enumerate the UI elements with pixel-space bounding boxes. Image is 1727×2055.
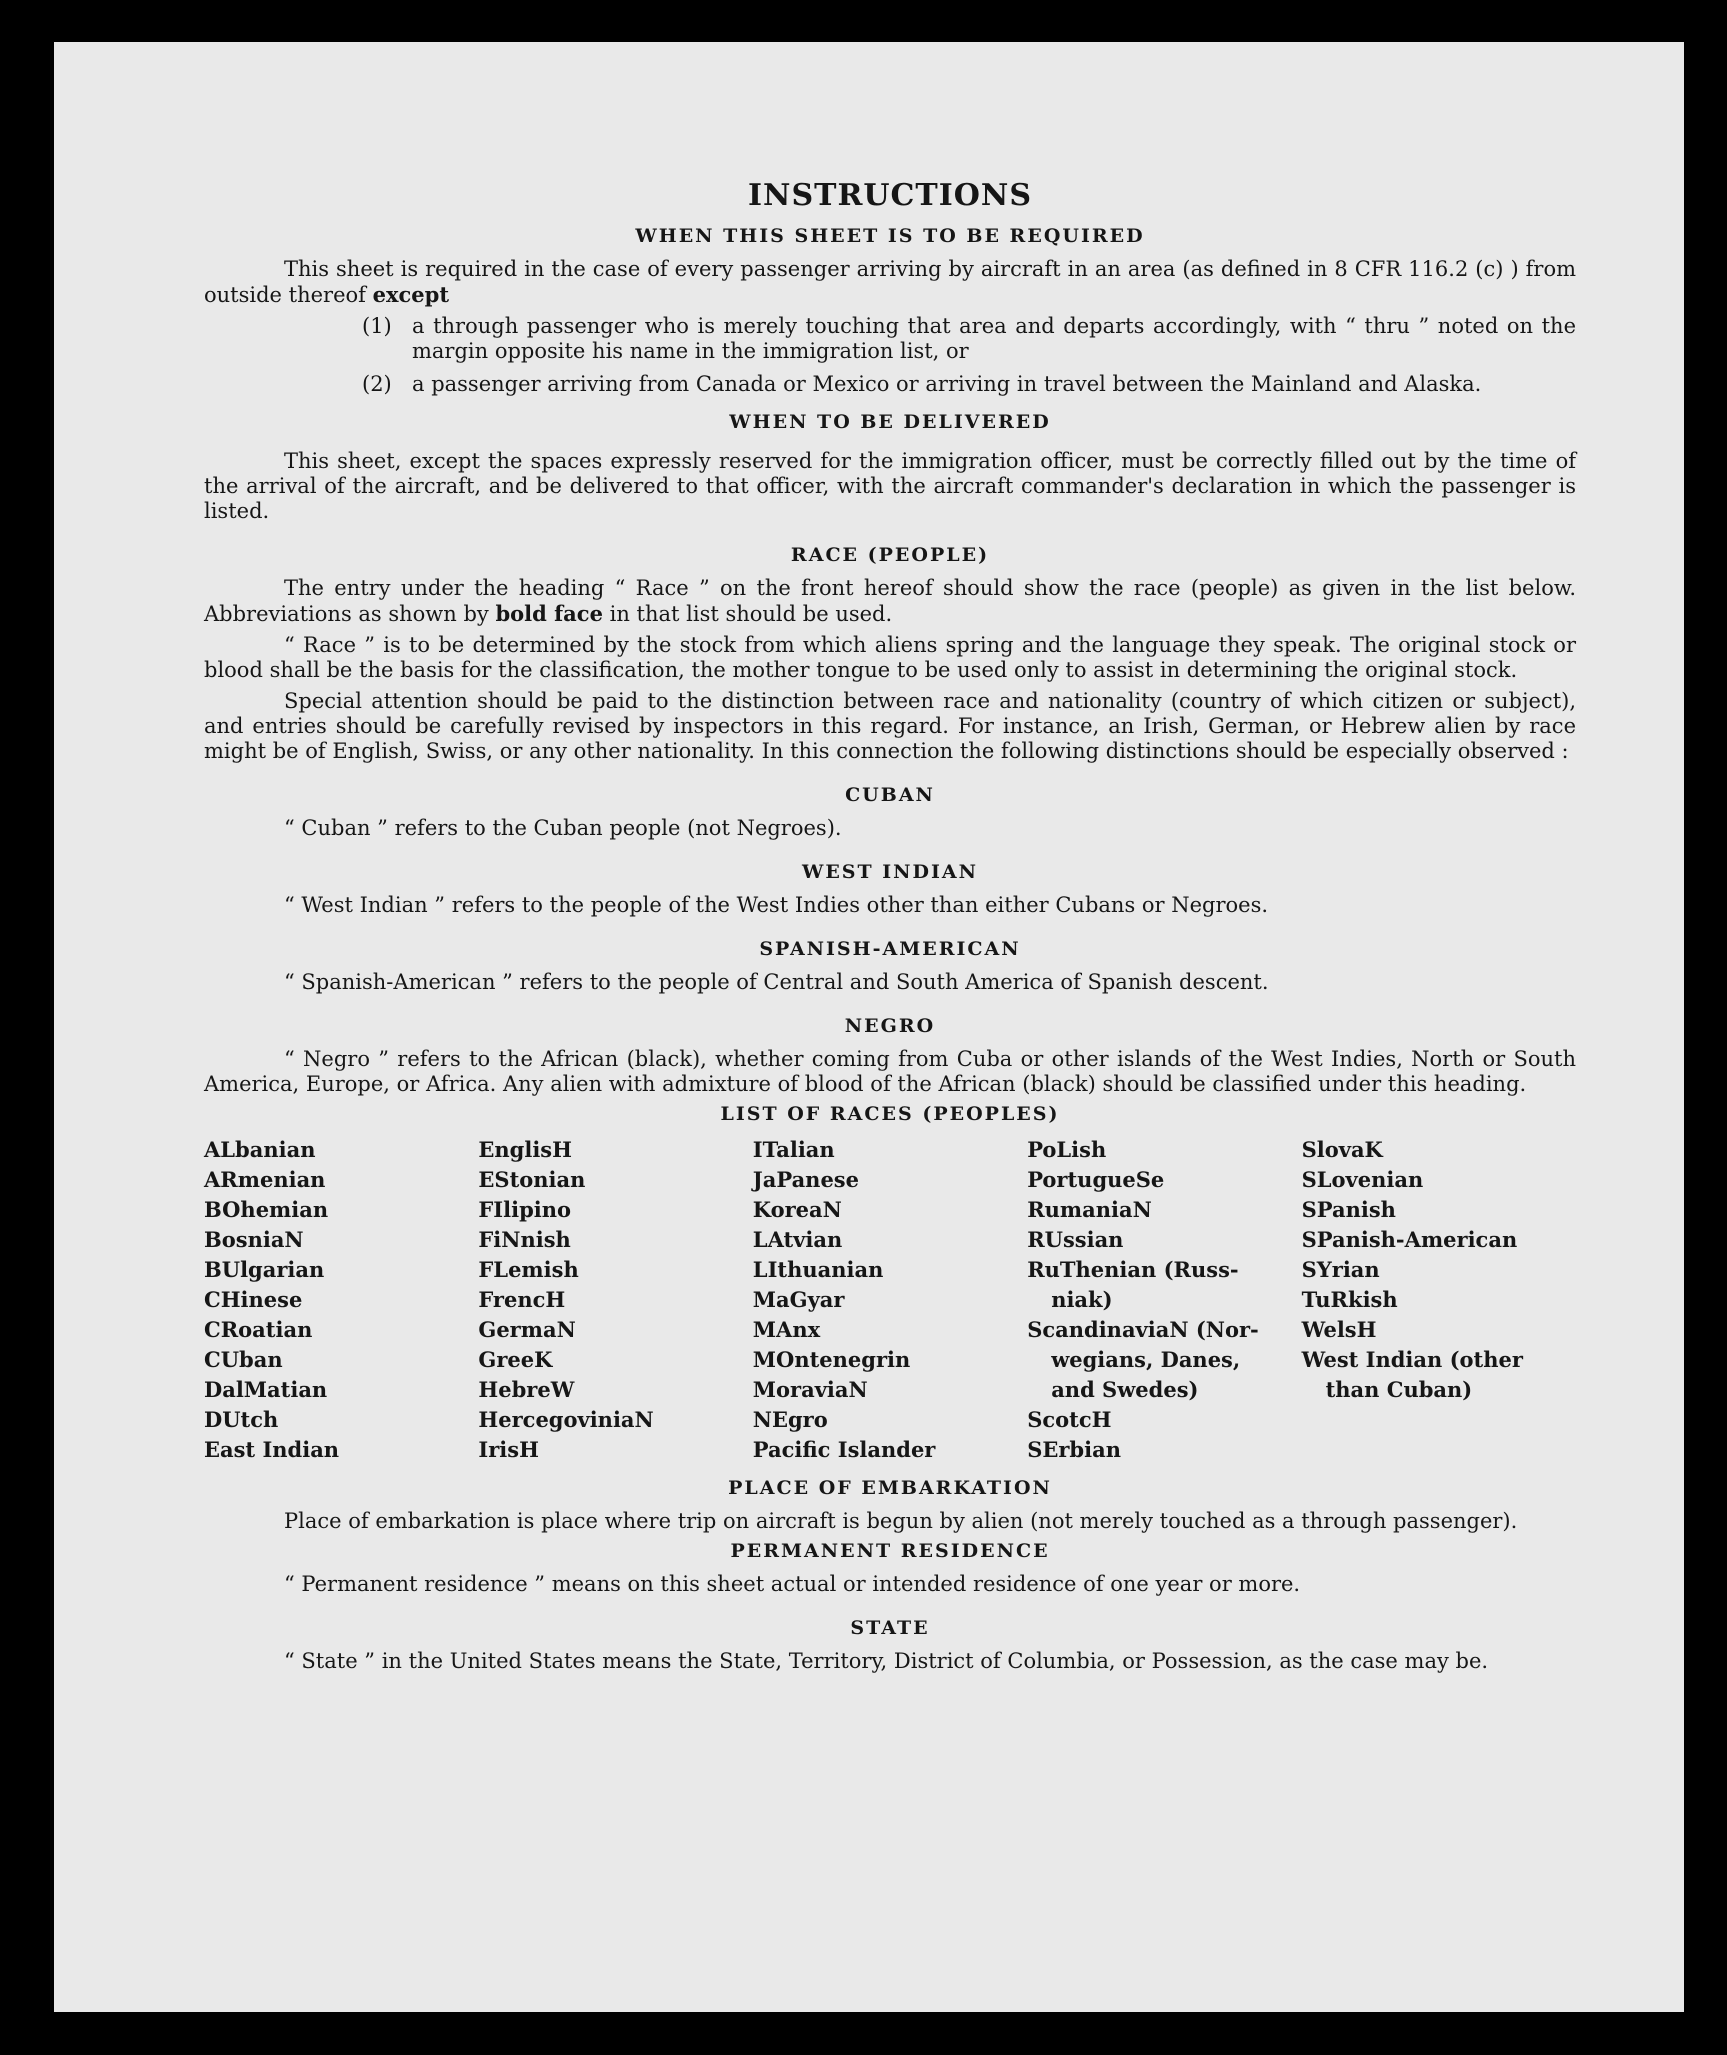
heading-negro: NEGRO [844, 1015, 936, 1037]
race-entry: JaPanese [752, 1167, 859, 1192]
race-entry: HebreW [478, 1377, 575, 1402]
document-content [204, 178, 1576, 1680]
required-intro-bold: except [372, 282, 450, 307]
races-column-5 [1302, 1135, 1576, 1465]
race-entry: ITalian [752, 1137, 835, 1162]
state-text: “ State ” in the United States means the State, Territory, District of Columbia, or Possession, as the case may be. [284, 1649, 1489, 1673]
item-number: (1) [362, 314, 392, 338]
races-column-4 [1027, 1135, 1301, 1465]
race-entry: EStonian [478, 1167, 586, 1192]
race-entry: MoraviaN [752, 1377, 868, 1402]
race-entry: SlovaK [1301, 1137, 1383, 1162]
race-entry: MaGyar [752, 1287, 845, 1312]
heading-embarkation: PLACE OF EMBARKATION [728, 1477, 1052, 1499]
item-text: a passenger arriving from Canada or Mexico or arriving in travel between the Mainland and Alaska. [412, 372, 1482, 396]
required-item-2 [362, 372, 1576, 397]
races-column-3 [753, 1135, 1027, 1465]
heading-spanish-american: SPANISH-AMERICAN [759, 938, 1021, 960]
race-entry: CUban [204, 1347, 283, 1372]
race-p1-text-b: in that list should be used. [609, 602, 893, 626]
race-entry: ScandinaviaN (Nor- [1027, 1317, 1259, 1342]
heading-permanent-residence: PERMANENT RESIDENCE [730, 1540, 1050, 1562]
race-paragraph-2: “ Race ” is to be determined by the stock from which aliens spring and the language they speak. The original stock or blood shall be the basis for the classification, the mother tongue to be used only to assist in determining the original stock. [204, 633, 1576, 682]
document-page [54, 42, 1684, 2012]
negro-text: “ Negro ” refers to the African (black), whether coming from Cuba or other islands of the West Indies, North or South America, Europe, or Africa. Any alien with admixture of blood of the African (black) should be classified under this heading. [204, 1047, 1576, 1096]
race-entry: LIthuanian [752, 1257, 884, 1282]
heading-state: STATE [850, 1617, 930, 1639]
heading-required: WHEN THIS SHEET IS TO BE REQUIRED [635, 225, 1145, 247]
race-entry: IrisH [478, 1437, 539, 1462]
race-entry: Pacific Islander [752, 1437, 936, 1462]
races-column-2 [478, 1135, 752, 1465]
race-entry: SLovenian [1301, 1167, 1424, 1192]
embarkation-text: Place of embarkation is place where trip on aircraft is begun by alien (not merely touched as a through passenger). [284, 1509, 1518, 1533]
race-entry: DalMatian [204, 1377, 328, 1402]
race-entry: CRoatian [204, 1317, 313, 1342]
race-entry: East Indian [204, 1437, 340, 1462]
cuban-text: “ Cuban ” refers to the Cuban people (not Negroes). [284, 816, 842, 840]
heading-delivered: WHEN TO BE DELIVERED [729, 411, 1051, 433]
required-intro-text: This sheet is required in the case of every passenger arriving by aircraft in an area (as defined in 8 CFR 116.2 (c) ) from outside thereof [204, 257, 1576, 307]
race-entry: RuThenian (Russ- [1027, 1257, 1239, 1282]
race-entry: SYrian [1301, 1257, 1380, 1282]
race-entry: ScotcH [1027, 1407, 1112, 1432]
race-entry: BosniaN [204, 1227, 304, 1252]
race-p1-text-a: The entry under the heading “ Race ” on the front hereof should show the race (people) as given in the list below. Abbreviations as shown by [204, 576, 1576, 626]
heading-cuban: CUBAN [845, 784, 935, 806]
race-entry: ARmenian [204, 1167, 326, 1192]
race-entry: RumaniaN [1027, 1197, 1152, 1222]
race-entry: LAtvian [752, 1227, 843, 1252]
race-entry: RUssian [1027, 1227, 1124, 1252]
race-entry: GreeK [478, 1347, 553, 1372]
race-entry: SPanish-American [1301, 1227, 1518, 1252]
race-p1-bold: bold face [495, 601, 603, 626]
race-entry: MAnx [752, 1317, 821, 1342]
spanish-american-text: “ Spanish-American ” refers to the people of Central and South America of Spanish descent. [284, 970, 1269, 994]
race-entry: PortugueSe [1027, 1167, 1165, 1192]
race-entry: MOntenegrin [752, 1347, 911, 1372]
race-entry: DUtch [204, 1407, 279, 1432]
races-list [204, 1135, 1576, 1465]
race-entry: WelsH [1301, 1317, 1377, 1342]
west-indian-text: “ West Indian ” refers to the people of the West Indies other than either Cubans or Negroes. [284, 893, 1269, 917]
race-paragraph-1 [204, 576, 1576, 627]
item-text: a through passenger who is merely touching that area and departs accordingly, with “ thru ” noted on the margin opposite his name in the immigration list, or [412, 314, 1576, 363]
race-entry: SErbian [1027, 1437, 1121, 1462]
race-entry: CHinese [204, 1287, 303, 1312]
race-entry: FIlipino [478, 1197, 572, 1222]
race-entry: FLemish [478, 1257, 579, 1282]
race-entry: BUlgarian [204, 1257, 325, 1282]
race-entry: FiNnish [478, 1227, 571, 1252]
race-entry: BOhemian [204, 1197, 329, 1222]
required-item-1 [362, 314, 1576, 364]
heading-race: RACE (PEOPLE) [790, 544, 990, 566]
heading-list-of-races: LIST OF RACES (PEOPLES) [720, 1103, 1060, 1125]
race-entry: PoLish [1027, 1137, 1107, 1162]
delivered-text: This sheet, except the spaces expressly reserved for the immigration officer, must be correctly filled out by the time of the arrival of the aircraft, and be delivered to that officer, with the aircraft commander's declaration in which the passenger is listed. [204, 449, 1576, 523]
race-entry: KoreaN [752, 1197, 842, 1222]
item-number: (2) [362, 372, 392, 396]
race-entry: FrencH [478, 1287, 566, 1312]
race-entry: and Swedes) [1051, 1377, 1199, 1402]
race-entry: TuRkish [1301, 1287, 1398, 1312]
race-paragraph-3: Special attention should be paid to the distinction between race and nationality (country of which citizen or subject), and entries should be carefully revised by inspectors in this regard. For instance, an Irish, German, or Hebrew alien by race might be of English, Swiss, or any other nationality. In this connection the following distinctions should be especially observed : [204, 689, 1576, 763]
heading-west-indian: WEST INDIAN [801, 861, 979, 883]
race-entry: than Cuban) [1325, 1377, 1473, 1402]
race-entry: SPanish [1301, 1197, 1396, 1222]
race-entry: ALbanian [204, 1137, 316, 1162]
race-entry: HercegoviniaN [478, 1407, 654, 1432]
races-column-1 [204, 1135, 478, 1465]
race-entry: NEgro [752, 1407, 828, 1432]
race-entry: EnglisH [478, 1137, 572, 1162]
page-title: INSTRUCTIONS [748, 178, 1032, 213]
race-entry: West Indian (other [1301, 1347, 1523, 1372]
race-entry: GermaN [478, 1317, 576, 1342]
residence-text: “ Permanent residence ” means on this sheet actual or intended residence of one year or more. [284, 1572, 1301, 1596]
race-entry: wegians, Danes, [1051, 1347, 1241, 1372]
required-intro [204, 257, 1576, 308]
race-entry: niak) [1051, 1287, 1113, 1312]
